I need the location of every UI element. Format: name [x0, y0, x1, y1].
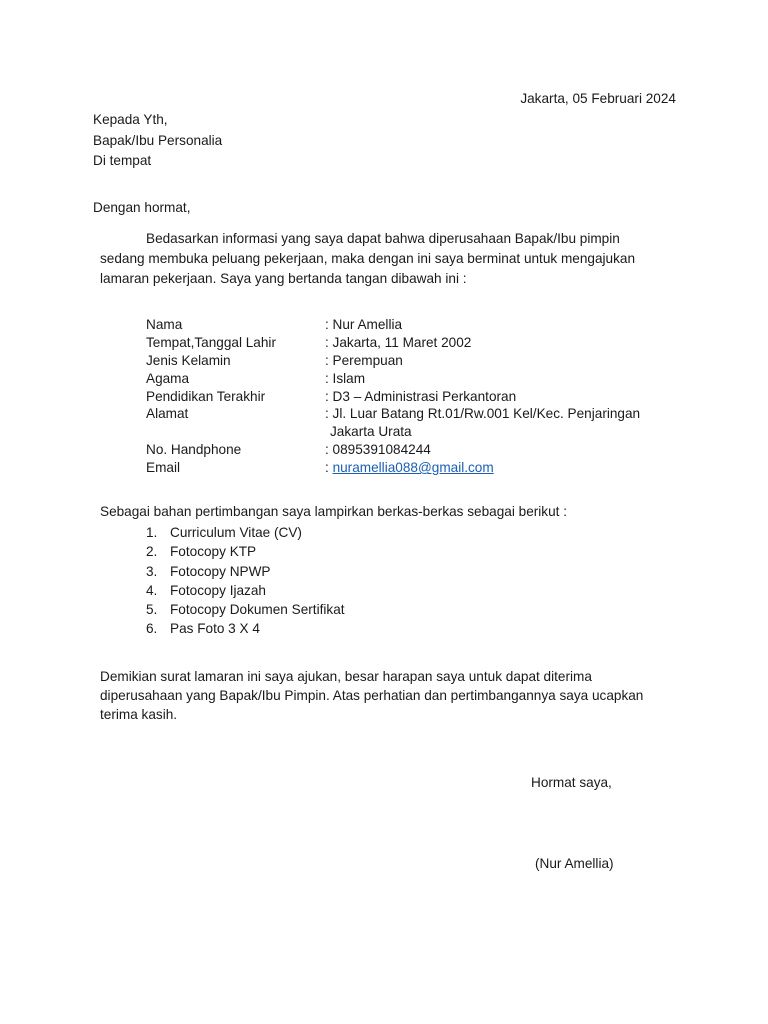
- email-prefix: :: [325, 460, 333, 476]
- letter-date: Jakarta, 05 Februari 2024: [520, 91, 676, 106]
- field-value: : D3 – Administrasi Perkantoran: [325, 388, 517, 404]
- closing-line: Demikian surat lamaran ini saya ajukan, besar harapan saya untuk dapat diterima: [100, 669, 592, 684]
- field-label: Agama: [146, 370, 190, 386]
- field-label: Pendidikan Terakhir: [146, 388, 266, 404]
- field-value: : Perempuan: [325, 352, 403, 368]
- field-value: : Islam: [325, 370, 366, 386]
- field-value: : Nur Amellia: [325, 317, 403, 332]
- field-label: Email: [146, 460, 180, 476]
- intro-line: Bedasarkan informasi yang saya dapat bahwa diperusahaan Bapak/Ibu pimpin: [146, 231, 620, 246]
- list-number: 1.: [146, 525, 158, 540]
- field-label: Tempat,Tanggal Lahir: [146, 334, 276, 350]
- list-number: 6.: [146, 621, 158, 637]
- field-value: : Jakarta, 11 Maret 2002: [325, 334, 472, 350]
- intro-line: sedang membuka peluang pekerjaan, maka dengan ini saya berminat untuk mengajukan: [100, 251, 636, 266]
- intro-paragraph: [100, 229, 665, 289]
- list-number: 2.: [146, 544, 158, 560]
- field-value: : 0895391084244: [325, 442, 431, 458]
- signer-name: (Nur Amellia): [535, 856, 614, 871]
- recipient-block: [93, 110, 222, 172]
- list-text: Fotocopy Dokumen Sertifikat: [170, 602, 345, 618]
- closing-line: diperusahaan yang Bapak/Ibu Pimpin. Atas perhatian dan pertimbangannya saya ucapkan: [100, 688, 644, 703]
- intro-line: lamaran pekerjaan. Saya yang bertanda tangan dibawah ini :: [100, 271, 467, 286]
- list-text: Fotocopy NPWP: [170, 563, 271, 579]
- closing-paragraph: [100, 667, 675, 724]
- recipient-line: Kepada Yth,: [93, 112, 168, 127]
- list-text: Curriculum Vitae (CV): [170, 525, 302, 540]
- list-number: 3.: [146, 563, 158, 579]
- recipient-line: Di tempat: [93, 153, 152, 168]
- attachments-intro: Sebagai bahan pertimbangan saya lampirkan berkas-berkas sebagai berikut :: [100, 504, 567, 519]
- email-link[interactable]: nuramellia088@gmail.com: [332, 460, 494, 476]
- field-value: [325, 459, 494, 477]
- field-label: Alamat: [146, 406, 189, 422]
- address-line-2: Jakarta Urata: [330, 424, 412, 440]
- field-label: Jenis Kelamin: [146, 352, 231, 368]
- recipient-line: Bapak/Ibu Personalia: [93, 132, 223, 148]
- field-label: Nama: [146, 317, 183, 332]
- salutation: Dengan hormat,: [93, 200, 191, 215]
- list-number: 5.: [146, 602, 158, 618]
- field-label: No. Handphone: [146, 442, 242, 458]
- list-number: 4.: [146, 582, 158, 598]
- address-line-1: : Jl. Luar Batang Rt.01/Rw.001 Kel/Kec. Penjaringan: [325, 406, 641, 422]
- field-value: [325, 405, 640, 441]
- list-text: Fotocopy KTP: [170, 544, 257, 560]
- list-text: Pas Foto 3 X 4: [170, 621, 260, 637]
- closing-line: terima kasih.: [100, 707, 178, 722]
- regards: Hormat saya,: [531, 775, 612, 790]
- list-text: Fotocopy Ijazah: [170, 582, 266, 598]
